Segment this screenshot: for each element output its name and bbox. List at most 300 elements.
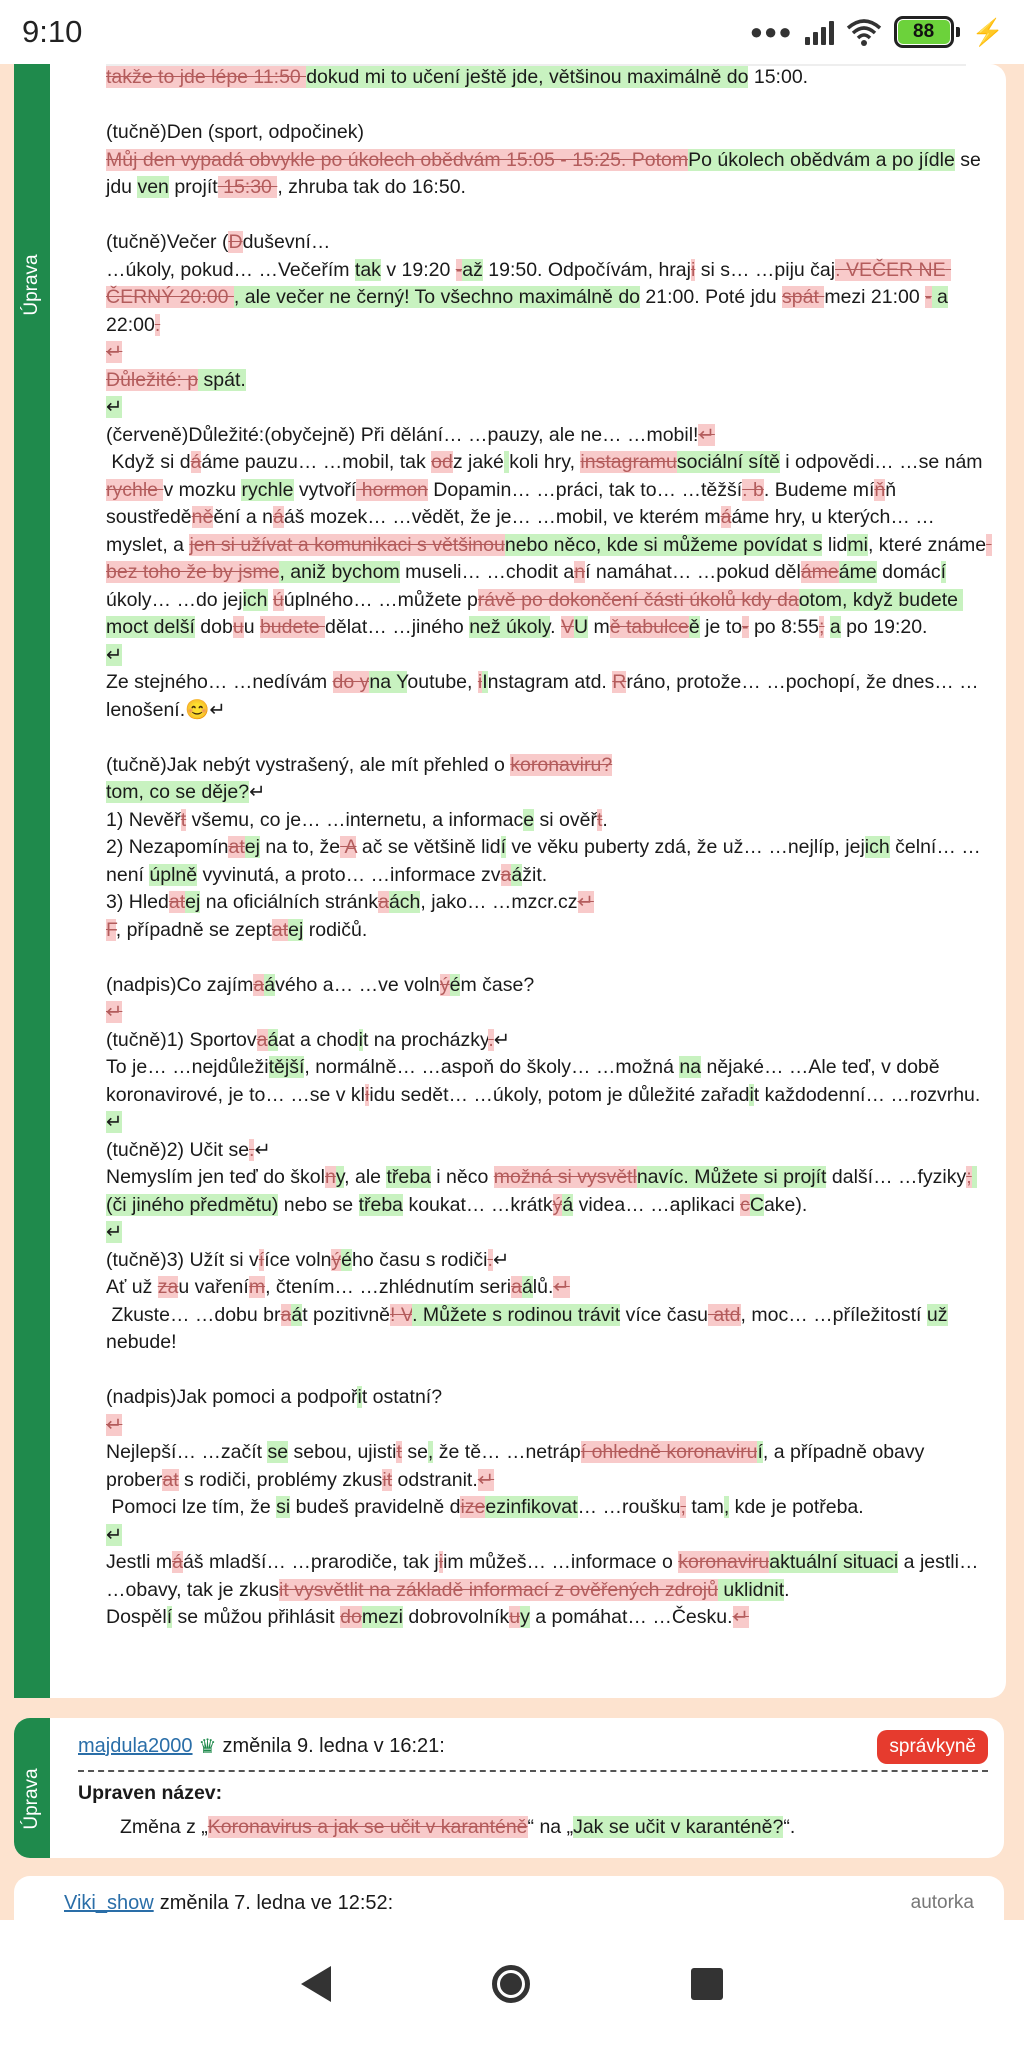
deleted-text: at <box>271 918 289 941</box>
inserted-text: tom, co se děje? <box>106 781 250 803</box>
deleted-text: rávě po dokončení části úkolů kdy da <box>477 588 799 611</box>
battery-level: 88 <box>898 20 950 44</box>
inserted-text: otom, když budete moct delší <box>106 588 964 638</box>
unchanged-text: . <box>550 616 561 638</box>
deleted-text: ý <box>331 1248 342 1271</box>
inserted-text: I <box>482 671 488 693</box>
charging-icon: ⚡ <box>971 16 1004 47</box>
unchanged-text: (tučně)Večer ( <box>106 231 229 253</box>
deleted-text: u <box>509 1606 521 1628</box>
unchanged-text: projít <box>168 176 218 198</box>
diff-paragraph <box>106 752 996 780</box>
deleted-text: í <box>258 1248 265 1271</box>
diff-paragraph <box>106 64 996 92</box>
deleted-text: rychle <box>106 478 164 501</box>
deleted-text: do y <box>332 671 370 693</box>
unchanged-text: si ověř <box>534 808 597 831</box>
inserted-text: nebo něco, kde si můžeme povídat s <box>504 533 823 556</box>
deleted-text: ↵ <box>477 1468 495 1491</box>
unchanged-text: Zkuste… …dobu br <box>106 1303 281 1326</box>
unchanged-text: museli… …chodit a <box>399 561 575 583</box>
inserted-text: ven <box>137 176 169 198</box>
unchanged-text: . <box>602 808 608 831</box>
unchanged-text: po 8:55 <box>748 616 820 638</box>
deleted-text: a <box>253 973 265 996</box>
inserted-text: tak <box>354 258 381 281</box>
diff-paragraph <box>106 394 996 422</box>
unchanged-text: 2) Nezapomín <box>106 836 229 858</box>
deleted-text: í ohledně koronaviru <box>580 1441 758 1463</box>
inserted-text: á <box>562 1193 574 1216</box>
deleted-text: ↵ <box>106 1001 123 1023</box>
unchanged-text <box>106 946 111 968</box>
unchanged-text: na to, že <box>259 836 341 858</box>
unchanged-text: ↵ <box>249 781 266 803</box>
edit-card-title-change <box>14 1718 1004 1858</box>
unchanged-text: at a chod <box>278 1028 359 1051</box>
unchanged-text: 19:50. Odpočívám, hraj <box>482 258 691 281</box>
unchanged-text: 3) Hled <box>106 891 169 913</box>
deleted-text: a <box>511 1276 522 1298</box>
unchanged-text: , čtením… …zhlédnutím seri <box>265 1276 512 1298</box>
diff-paragraph <box>106 229 996 257</box>
deleted-text: i <box>690 258 696 281</box>
unchanged-text: dělat… …jiného <box>325 616 470 638</box>
inserted-text: Po úkolech obědvám a po jídle <box>688 148 955 171</box>
edit-meta <box>64 1892 974 1915</box>
inserted-text: ↵ <box>106 1111 123 1133</box>
recents-icon[interactable] <box>691 1968 723 2000</box>
unchanged-text: Nemyslím jen teď do škol <box>106 1166 325 1188</box>
user-link[interactable]: majdula2000 <box>78 1735 193 1757</box>
deleted-text: t <box>396 1441 402 1463</box>
deleted-text: R <box>612 671 627 693</box>
deleted-text: ně <box>191 506 214 528</box>
diff-paragraph <box>106 1027 996 1055</box>
unchanged-text: Nejlepší… …začít <box>106 1441 268 1463</box>
deleted-text: it vysvětlit na základě informací z ověřených zdrojů <box>279 1578 718 1601</box>
unchanged-text <box>106 1359 111 1381</box>
unchanged-text: ve věku puberty zdá, že už… …nejlíp, jej <box>506 836 865 858</box>
unchanged-text: … …roušku <box>577 1496 681 1518</box>
unchanged-text: Pomoci lze tím, že <box>106 1496 277 1518</box>
rename-change <box>120 1816 795 1839</box>
deleted-text: a <box>256 1028 268 1051</box>
unchanged-text: se jdu <box>106 148 987 198</box>
unchanged-text <box>106 204 111 226</box>
diff-paragraph <box>106 339 996 367</box>
unchanged-text: 21:00. Poté jdu <box>640 286 783 308</box>
deleted-text: á <box>172 1551 183 1573</box>
deleted-text: spát <box>782 286 825 308</box>
deleted-text: atd <box>707 1303 741 1326</box>
unchanged-text: . Budeme mí <box>763 478 875 501</box>
role-badge: správkyně <box>877 1730 988 1764</box>
deleted-text: ý <box>552 1193 563 1216</box>
deleted-text: at <box>168 891 186 913</box>
deleted-text: i <box>477 671 483 693</box>
deleted-text: . <box>249 1138 255 1161</box>
inserted-text: třeba <box>386 1166 431 1188</box>
home-icon[interactable] <box>492 1965 530 2003</box>
deleted-text: . <box>487 1248 493 1271</box>
unchanged-text: po 19:20. <box>840 616 928 638</box>
inserted-text: dokud mi to učení ještě jde, většinou maximálně do <box>306 66 749 88</box>
inserted-text: U <box>573 616 589 638</box>
inserted-text: už <box>926 1303 948 1326</box>
status-icons <box>750 16 1004 48</box>
deleted-text: t <box>180 808 187 831</box>
diff-paragraph <box>106 1357 996 1385</box>
rename-middle: “ na „ <box>527 1816 574 1838</box>
deleted-text: možná si vysvětl <box>493 1166 637 1188</box>
inserted-text: . Můžete s rodinou trávit <box>412 1303 621 1326</box>
inserted-text: spát. <box>198 368 246 391</box>
battery-icon <box>894 16 960 48</box>
unchanged-text <box>106 94 111 116</box>
deleted-text: - <box>925 286 932 308</box>
deleted-text: á <box>272 506 284 528</box>
edit-strip <box>14 1718 50 1858</box>
inserted-text: , <box>427 1441 434 1463</box>
deleted-text: ! V <box>390 1303 413 1326</box>
deleted-text: ↵ <box>732 1606 749 1628</box>
deleted-text: jen si užívat a komunikaci s většinou <box>189 533 505 556</box>
inserted-text: ich <box>864 836 890 858</box>
unchanged-text: t ostatní? <box>361 1386 443 1408</box>
diff-paragraph <box>106 449 996 642</box>
unchanged-text: (tučně)2) Učit se <box>106 1138 250 1161</box>
diff-paragraph <box>106 669 996 724</box>
deleted-text: á <box>720 506 732 528</box>
deleted-text: koronaviru? <box>510 753 613 776</box>
unchanged-text: 15:00. <box>748 66 809 88</box>
edit-card-main <box>0 64 1006 1698</box>
deleted-text: at <box>162 1468 179 1491</box>
deleted-text: takže to jde lépe 11:50 <box>106 66 307 88</box>
deleted-text: áme <box>800 561 839 583</box>
unchanged-text: áš mladší… …prarodiče, tak j <box>182 1551 439 1573</box>
deleted-text: bez toho že by jsme <box>106 533 992 583</box>
deleted-text: ize <box>460 1496 486 1518</box>
clock: 9:10 <box>22 14 83 49</box>
inserted-text: í <box>757 1441 763 1463</box>
deleted-text: á <box>190 451 202 473</box>
inserted-text: í <box>500 836 507 858</box>
unchanged-text: , ale <box>344 1166 387 1188</box>
deleted-text: Důležité: p <box>106 368 199 391</box>
deleted-text: m <box>248 1276 266 1298</box>
deleted-text: ý <box>439 973 450 996</box>
inserted-text: ách <box>388 891 421 913</box>
new-title: Jak se učit v karanténě? <box>573 1816 784 1838</box>
deleted-text: . <box>488 1028 494 1051</box>
inserted-text: i <box>749 1083 754 1106</box>
unchanged-text: nebude! <box>106 1303 953 1353</box>
deleted-text: it <box>382 1468 393 1491</box>
deleted-text: ; <box>966 1166 972 1188</box>
unchanged-text: v 19:20 <box>380 258 456 281</box>
diff-paragraph <box>106 1494 996 1522</box>
inserted-text: e <box>523 808 535 831</box>
unchanged-text: im můžeš… …informace o <box>443 1551 679 1573</box>
inserted-text: í <box>166 1606 173 1628</box>
unchanged-text: ač se většině lid <box>356 836 501 858</box>
deleted-text: i <box>365 1083 370 1106</box>
diff-paragraph <box>106 202 996 230</box>
deleted-text: n <box>324 1166 336 1188</box>
unchanged-text: že tě… …netráp <box>433 1441 581 1463</box>
deleted-text: u <box>232 616 244 638</box>
diff-paragraph <box>106 257 996 340</box>
unchanged-text: do školy… …možná <box>494 1056 680 1078</box>
inserted-text: ej <box>244 836 260 858</box>
diff-paragraph <box>106 779 996 807</box>
unchanged-text: nebo se <box>278 1193 359 1216</box>
unchanged-text: ↵ <box>492 1248 510 1271</box>
unchanged-text: To je… …nejdůleži <box>106 1056 269 1078</box>
deleted-text: at <box>228 836 245 858</box>
deleted-text: do <box>340 1606 362 1628</box>
unchanged-text: a jestli… …obavy, tak je zkus <box>106 1551 984 1601</box>
inserted-text: ezinfikovat <box>485 1496 578 1518</box>
diff-paragraph <box>106 1604 996 1632</box>
deleted-text: ; <box>819 616 825 638</box>
crown-icon: ♛ <box>198 1736 217 1758</box>
diff-paragraph <box>106 1164 996 1219</box>
inserted-text: úplně <box>149 863 198 886</box>
diff-paragraph <box>106 944 996 972</box>
unchanged-text: t každodenní… …rozvrhu. <box>753 1083 981 1106</box>
inserted-text: á <box>511 863 523 886</box>
unchanged-text: koli hry, <box>509 451 581 473</box>
inserted-text: , ale večer ne černý! To všechno maximálně do <box>233 286 641 308</box>
inserted-text: y <box>520 1606 530 1628</box>
deleted-text: V <box>560 616 574 638</box>
diff-paragraph <box>106 367 996 395</box>
inserted-text: se <box>267 1441 289 1463</box>
inserted-text: ej <box>288 918 304 941</box>
inserted-text: ↵ <box>106 1221 123 1243</box>
unchanged-text: , moc… …příležitostí <box>740 1303 927 1326</box>
diff-paragraph <box>106 92 996 120</box>
unchanged-text: se můžou přihlásit <box>172 1606 341 1628</box>
unchanged-text: vytvoří <box>293 478 357 501</box>
deleted-text: A <box>340 836 357 858</box>
unchanged-text: áme hry, u kterých… …myslet, a <box>106 506 935 556</box>
deleted-text: od <box>431 451 453 473</box>
deleted-text: ě tabulce <box>609 616 689 638</box>
diff-paragraph <box>106 1412 996 1440</box>
unchanged-text: je to <box>699 616 743 638</box>
diff-paragraph <box>106 724 996 752</box>
unchanged-text: (červeně)Důležité:(obyčejně) Při dělání… …pauzy, ale ne… …mobil! <box>106 423 699 446</box>
deleted-text: . b <box>742 478 764 501</box>
unchanged-text: všemu, co je… …internetu, a informac <box>186 808 524 831</box>
inserted-text: mi <box>847 533 868 556</box>
rename-heading: Upraven název: <box>78 1782 223 1804</box>
unchanged-text: , normálně… …aspoň <box>304 1056 495 1078</box>
diff-paragraph <box>106 1137 996 1165</box>
unchanged-text: , případně se zept <box>115 918 272 941</box>
inserted-text: navíc. Můžete si projít <box>636 1166 827 1188</box>
unchanged-text: Ať už <box>106 1276 158 1298</box>
unchanged-text: dob <box>194 616 233 638</box>
inserted-text: á <box>291 1303 303 1326</box>
deleted-text: D <box>228 231 243 253</box>
inserted-text: y <box>335 1166 345 1188</box>
inserted-text: ↵ <box>106 643 123 666</box>
unchanged-text: ho času s rodiči <box>352 1248 488 1271</box>
deleted-text: , <box>680 1496 686 1518</box>
deleted-text: - <box>455 258 463 281</box>
inserted-text: až <box>462 258 483 281</box>
unchanged-text: Jestli m <box>106 1551 173 1573</box>
unchanged-text: z jaké <box>452 451 504 473</box>
deleted-text: ↵ <box>698 423 715 446</box>
inserted-text: í <box>940 561 947 583</box>
deleted-text: ň <box>874 478 886 501</box>
edit-label: Úprava <box>21 1768 42 1830</box>
diff-paragraph <box>106 917 996 945</box>
unchanged-text: Dopamin… …práci, tak to… …těžší <box>427 478 743 501</box>
unchanged-text: duševní… <box>242 231 331 253</box>
inserted-text: aktuální situaci <box>769 1551 899 1573</box>
diff-paragraph <box>106 147 996 202</box>
deleted-text: ↵ <box>553 1276 570 1298</box>
unchanged-text: sebou, ujisti <box>288 1441 397 1463</box>
unchanged-text: vyvinutá, a proto… …informace zv <box>197 863 501 886</box>
deleted-text: koronaviru <box>678 1551 770 1573</box>
inserted-text: sociální sítě <box>676 451 780 473</box>
unchanged-text: i odpovědi… …se nám <box>779 451 988 473</box>
unchanged-text: t na procházky <box>362 1028 489 1051</box>
unchanged-text: (nadpis)Co zajím <box>106 973 254 996</box>
inserted-text: é <box>341 1248 353 1271</box>
unchanged-text: lů. <box>532 1276 554 1298</box>
unchanged-text: více času <box>620 1303 708 1326</box>
unchanged-text: íce voln <box>264 1248 332 1271</box>
unchanged-text: žit. <box>522 863 548 886</box>
unchanged-text: , zhruba tak do 16:50. <box>277 176 466 198</box>
unchanged-text: . <box>784 1578 790 1601</box>
diff-content <box>106 64 996 1632</box>
rename-prefix: Změna z „ <box>120 1816 208 1838</box>
diff-paragraph <box>106 642 996 670</box>
back-icon[interactable] <box>301 1966 331 2002</box>
unchanged-text: kde je potřeba. <box>729 1496 864 1518</box>
inserted-text: ↵ <box>106 396 123 418</box>
diff-paragraph <box>106 1384 996 1412</box>
unchanged-text: úplného… …můžete p <box>283 588 478 611</box>
unchanged-text: s rodiči, problémy zkus <box>178 1468 383 1491</box>
deleted-text: n <box>574 561 586 583</box>
inserted-text: C <box>749 1193 764 1216</box>
diff-paragraph <box>106 1522 996 1550</box>
diff-paragraph <box>106 422 996 450</box>
unchanged-text: budeš pravidelně d <box>290 1496 461 1518</box>
inserted-text: tější <box>268 1056 305 1078</box>
unchanged-text: lid <box>822 533 848 556</box>
unchanged-text: i něco <box>430 1166 494 1188</box>
deleted-text: ú <box>272 588 284 611</box>
unchanged-text: a pomáhat… …Česku. <box>529 1606 733 1628</box>
deleted-text: a <box>500 863 512 886</box>
diff-paragraph <box>106 1219 996 1247</box>
deleted-text: i <box>438 1551 444 1573</box>
deleted-text: instagramu <box>580 451 677 473</box>
inserted-text: než úkoly <box>469 616 551 638</box>
deleted-text: ↵ <box>106 341 123 363</box>
inserted-text: áme <box>838 561 877 583</box>
inserted-text: ich <box>242 588 268 611</box>
inserted-text: ej <box>185 891 201 913</box>
unchanged-text: vého a… …ve voln <box>275 973 440 996</box>
unchanged-text: (tučně)3) Užít si v <box>106 1248 259 1271</box>
deleted-text: a <box>280 1303 292 1326</box>
rename-suffix: “. <box>783 1816 796 1838</box>
unchanged-text: se <box>401 1441 428 1463</box>
unchanged-text: odstranit. <box>392 1468 478 1491</box>
unchanged-text: ění a n <box>213 506 273 528</box>
diff-paragraph <box>106 834 996 889</box>
inserted-text: é <box>449 973 461 996</box>
unchanged-text: , které známe <box>867 533 987 556</box>
inserted-text: a <box>829 616 841 638</box>
deleted-text: - <box>742 616 749 638</box>
edit-strip <box>14 64 50 1698</box>
unchanged-text: (tučně)Den (sport, odpočinek) <box>106 121 364 143</box>
unchanged-text: Dospěl <box>106 1606 167 1628</box>
unchanged-text: (nadpis)Jak pomoci a podpoř <box>106 1386 358 1408</box>
unchanged-text: úkoly… …do jej <box>106 561 952 611</box>
unchanged-text: áš mozek… …vědět, že je… …mobil, ve kterém m <box>283 506 721 528</box>
inserted-text: (či jiného předmětu) <box>106 1166 978 1216</box>
unchanged-text: , a případně obavy prober <box>106 1441 930 1491</box>
unchanged-text: další… …fyziky <box>826 1166 967 1188</box>
inserted-text: uklidnit <box>718 1578 785 1601</box>
edit-label: Úprava <box>21 254 42 316</box>
deleted-text: ↵ <box>106 1413 123 1436</box>
deleted-text: . <box>154 313 161 336</box>
deleted-text: budete <box>259 616 326 638</box>
unchanged-text: v mozku <box>163 478 242 501</box>
edit-action: změnila 7. ledna ve 12:52: <box>159 1892 394 1914</box>
unchanged-text: m <box>588 616 610 638</box>
edit-meta <box>78 1734 988 1759</box>
diff-paragraph <box>106 1274 996 1302</box>
diff-paragraph <box>106 889 996 917</box>
unchanged-text: u <box>243 616 260 638</box>
unchanged-text: , jako… …mzcr.cz <box>420 891 578 913</box>
inserted-text: rychle <box>241 478 294 501</box>
deleted-text: . VEČER NE ČERNÝ 20:00 <box>106 258 952 308</box>
unchanged-text: áme pauzu… …mobil, tak <box>201 451 432 473</box>
unchanged-text: t pozitivně <box>302 1303 391 1326</box>
diff-paragraph <box>106 1247 996 1275</box>
divider <box>78 1770 988 1772</box>
inserted-text: ↵ <box>106 1523 123 1546</box>
inserted-text: ě <box>688 616 700 638</box>
unchanged-text: u vaření <box>178 1276 249 1298</box>
unchanged-text: Ze stejného… …nedívám <box>106 671 333 693</box>
diff-paragraph <box>106 807 996 835</box>
diff-paragraph <box>106 999 996 1027</box>
diff-paragraph <box>106 1054 996 1109</box>
deleted-text: F <box>106 918 116 941</box>
user-link[interactable]: Viki_show <box>64 1892 154 1914</box>
inserted-text: á <box>264 973 276 996</box>
